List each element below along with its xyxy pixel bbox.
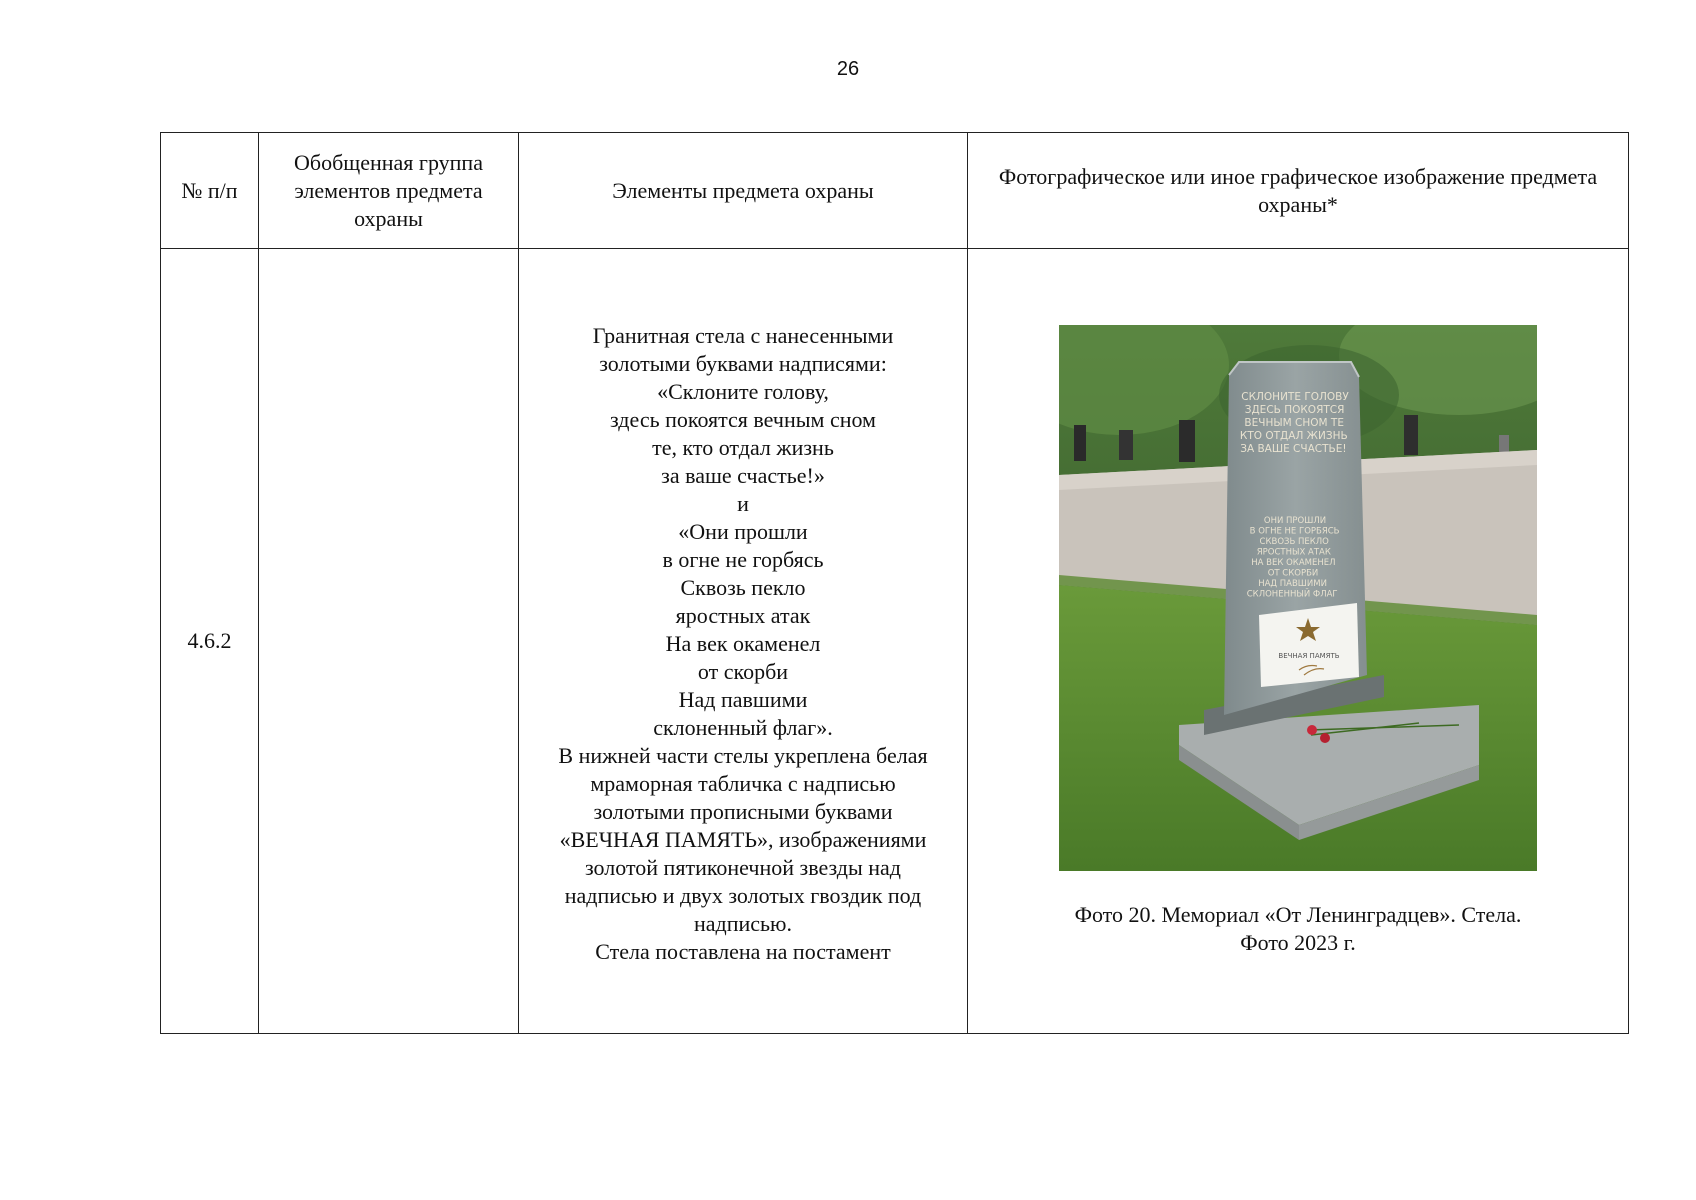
description-line: Гранитная стела с нанесенными [592,323,894,348]
stele-inscription-line: ЯРОСТНЫХ АТАК [1256,547,1331,558]
description-line: золотыми буквами надписями: [599,351,887,376]
row-photo [968,249,1629,1034]
caption-line: Фото 20. Мемориал «От Ленинградцев». Стела. [1074,902,1522,927]
memorial-photo [1059,325,1537,871]
description-line: и [737,491,749,516]
photo-caption [978,901,1618,957]
header-elements: Элементы предмета охраны [519,133,968,249]
stele-inscription-line: НАД ПАВШИМИ [1258,579,1327,589]
marble-plaque [1259,603,1359,687]
stele-inscription-line: ОНИ ПРОШЛИ [1263,516,1327,526]
description-line: «Склоните голову, [657,379,829,404]
description-line: склоненный флаг». [653,715,833,740]
description-line: мраморная табличка с надписью [590,771,896,796]
stele-inscription-line: ЗДЕСЬ ПОКОЯТСЯ [1244,404,1345,416]
description-line: те, кто отдал жизнь [652,435,834,460]
description-line: надписью. [693,911,792,936]
stele-photo-illustration [1059,325,1537,871]
stele-inscription-top [1240,391,1349,455]
page-number: 26 [836,58,860,80]
description-line: яростных атак [675,603,811,628]
description-line: «ВЕЧНАЯ ПАМЯТЬ», изображениями [559,827,927,852]
description-line: от скорби [697,659,789,684]
stele-inscription-line: СКВОЗЬ ПЕКЛО [1259,537,1329,547]
red-flower-icon [1307,725,1317,735]
row-number: 4.6.2 [161,249,259,1034]
description-line: Сквозь пекло [680,575,806,600]
heritage-table [160,132,1629,1034]
stele-inscription-line: ВЕЧНЫМ СНОМ ТЕ [1244,417,1344,429]
stele-inscription-line: СКЛОНИТЕ ГОЛОВУ [1241,391,1349,403]
description-line: «Они прошли [678,519,808,544]
stele-inscription-line: СКЛОНЕННЫЙ ФЛАГ [1246,589,1338,600]
stele-inscription-line: ЗА ВАШЕ СЧАСТЬЕ! [1240,443,1347,455]
stele-inscription-line: КТО ОТДАЛ ЖИЗНЬ [1239,430,1348,442]
stele-inscription-line: НА ВЕК ОКАМЕНЕЛ [1251,558,1336,568]
description-line: В нижней части стелы укреплена белая [558,743,928,768]
plaque-text: ВЕЧНАЯ ПАМЯТЬ [1278,652,1340,660]
description-line: Над павшими [678,687,808,712]
description-text [529,316,957,966]
description-line: На век окаменел [665,631,821,656]
table-row [161,249,1629,1034]
description-line: золотыми прописными буквами [593,799,893,824]
header-group: Обобщенная группа элементов предмета охраны [259,133,519,249]
description-line: надписью и двух золотых гвоздик под [564,883,922,908]
description-line: здесь покоятся вечным сном [610,407,876,432]
description-line: Стела поставлена на постамент [595,939,891,964]
stele-inscription-line: ОТ СКОРБИ [1267,568,1319,579]
table-header-row [161,133,1629,249]
stele-inscription-bottom [1247,516,1340,600]
stele-inscription-line: В ОГНЕ НЕ ГОРБЯСЬ [1249,526,1340,537]
description-line: в огне не горбясь [662,547,824,572]
caption-line: Фото 2023 г. [1240,930,1356,955]
description-line: золотой пятиконечной звезды над [585,855,901,880]
row-description [519,249,968,1034]
row-group [259,249,519,1034]
header-photo: Фотографическое или иное графическое изображение предмета охраны* [968,133,1629,249]
header-number: № п/п [161,133,259,249]
description-line: за ваше счастье!» [661,463,825,488]
red-flower-icon [1320,733,1330,743]
